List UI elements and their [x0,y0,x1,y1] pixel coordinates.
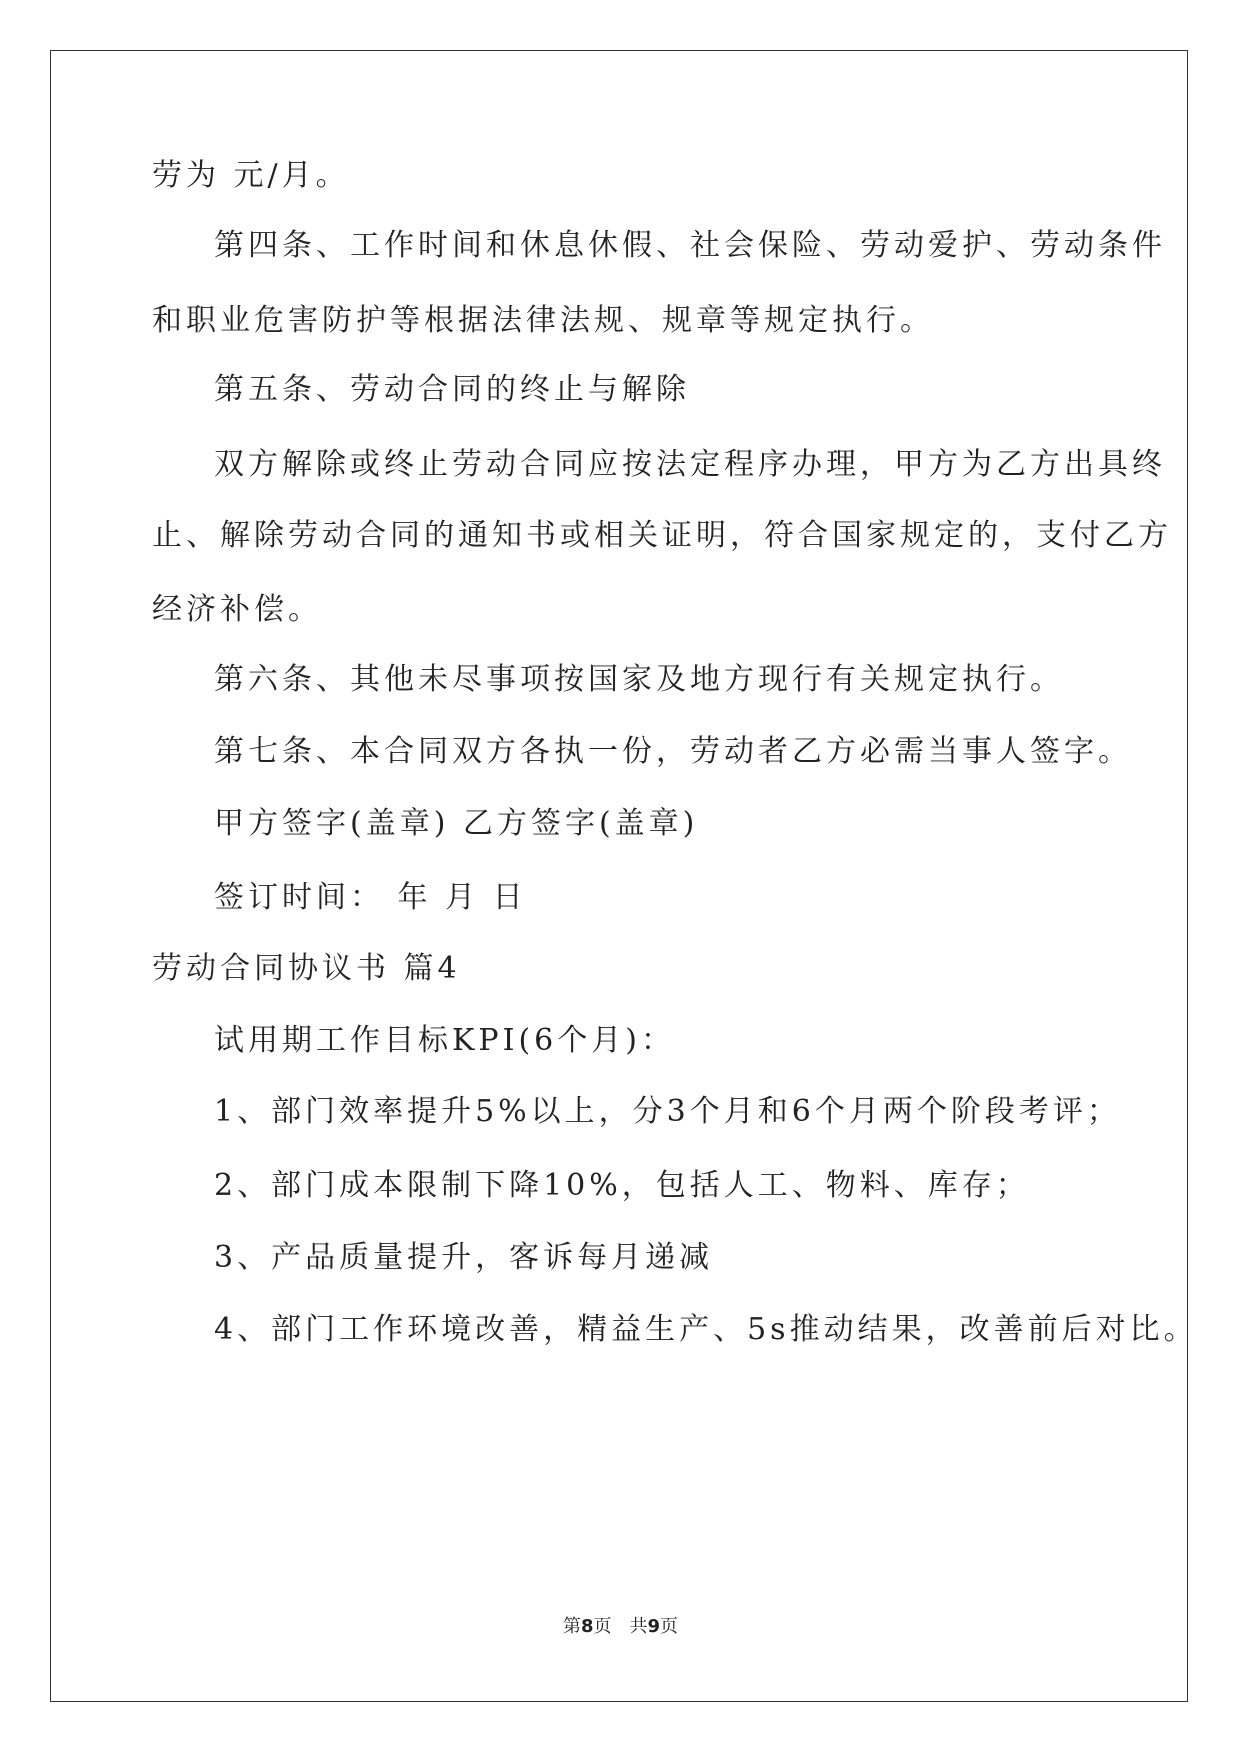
kpi-item-2: 2、部门成本限制下降10%，包括人工、物料、库存； [214,1168,1030,1203]
kpi-heading: 试用期工作目标KPI(6个月)： [214,1023,675,1058]
footer-prefix: 第 [562,1616,581,1637]
kpi-item-4: 4、部门工作环境改善，精益生产、5s推动结果，改善前后对比。 [214,1312,1198,1347]
signing-date-line: 签订时间： 年 月 日 [214,880,527,915]
section-heading: 劳动合同协议书 篇4 [152,951,461,986]
current-page-number: 8 [580,1616,594,1637]
footer-middle: 页 共 [593,1616,648,1637]
clause-five-line-1: 双方解除或终止劳动合同应按法定程序办理，甲方为乙方出具终 [214,447,1166,482]
text-line: 劳为 元/月。 [152,158,350,193]
kpi-item-3: 3、产品质量提升，客诉每月递减 [214,1240,714,1275]
page-border [50,50,1188,1702]
clause-seven: 第七条、本合同双方各执一份，劳动者乙方必需当事人签字。 [214,734,1132,769]
clause-four-line-1: 第四条、工作时间和休息休假、社会保险、劳动爱护、劳动条件 [214,228,1166,263]
footer-suffix: 页 [660,1616,679,1637]
clause-four-line-2: 和职业危害防护等根据法律法规、规章等规定执行。 [152,303,934,338]
kpi-item-1: 1、部门效率提升5%以上，分3个月和6个月两个阶段考评； [214,1094,1121,1129]
page-footer [0,1616,1241,1638]
clause-six: 第六条、其他未尽事项按国家及地方现行有关规定执行。 [214,662,1064,697]
total-pages-number: 9 [647,1616,661,1637]
signature-line: 甲方签字(盖章) 乙方签字(盖章) [214,806,699,841]
clause-five-line-2: 止、解除劳动合同的通知书或相关证明，符合国家规定的，支付乙方 [152,518,1172,553]
clause-five-heading: 第五条、劳动合同的终止与解除 [214,372,690,407]
clause-five-line-3: 经济补偿。 [152,592,322,627]
